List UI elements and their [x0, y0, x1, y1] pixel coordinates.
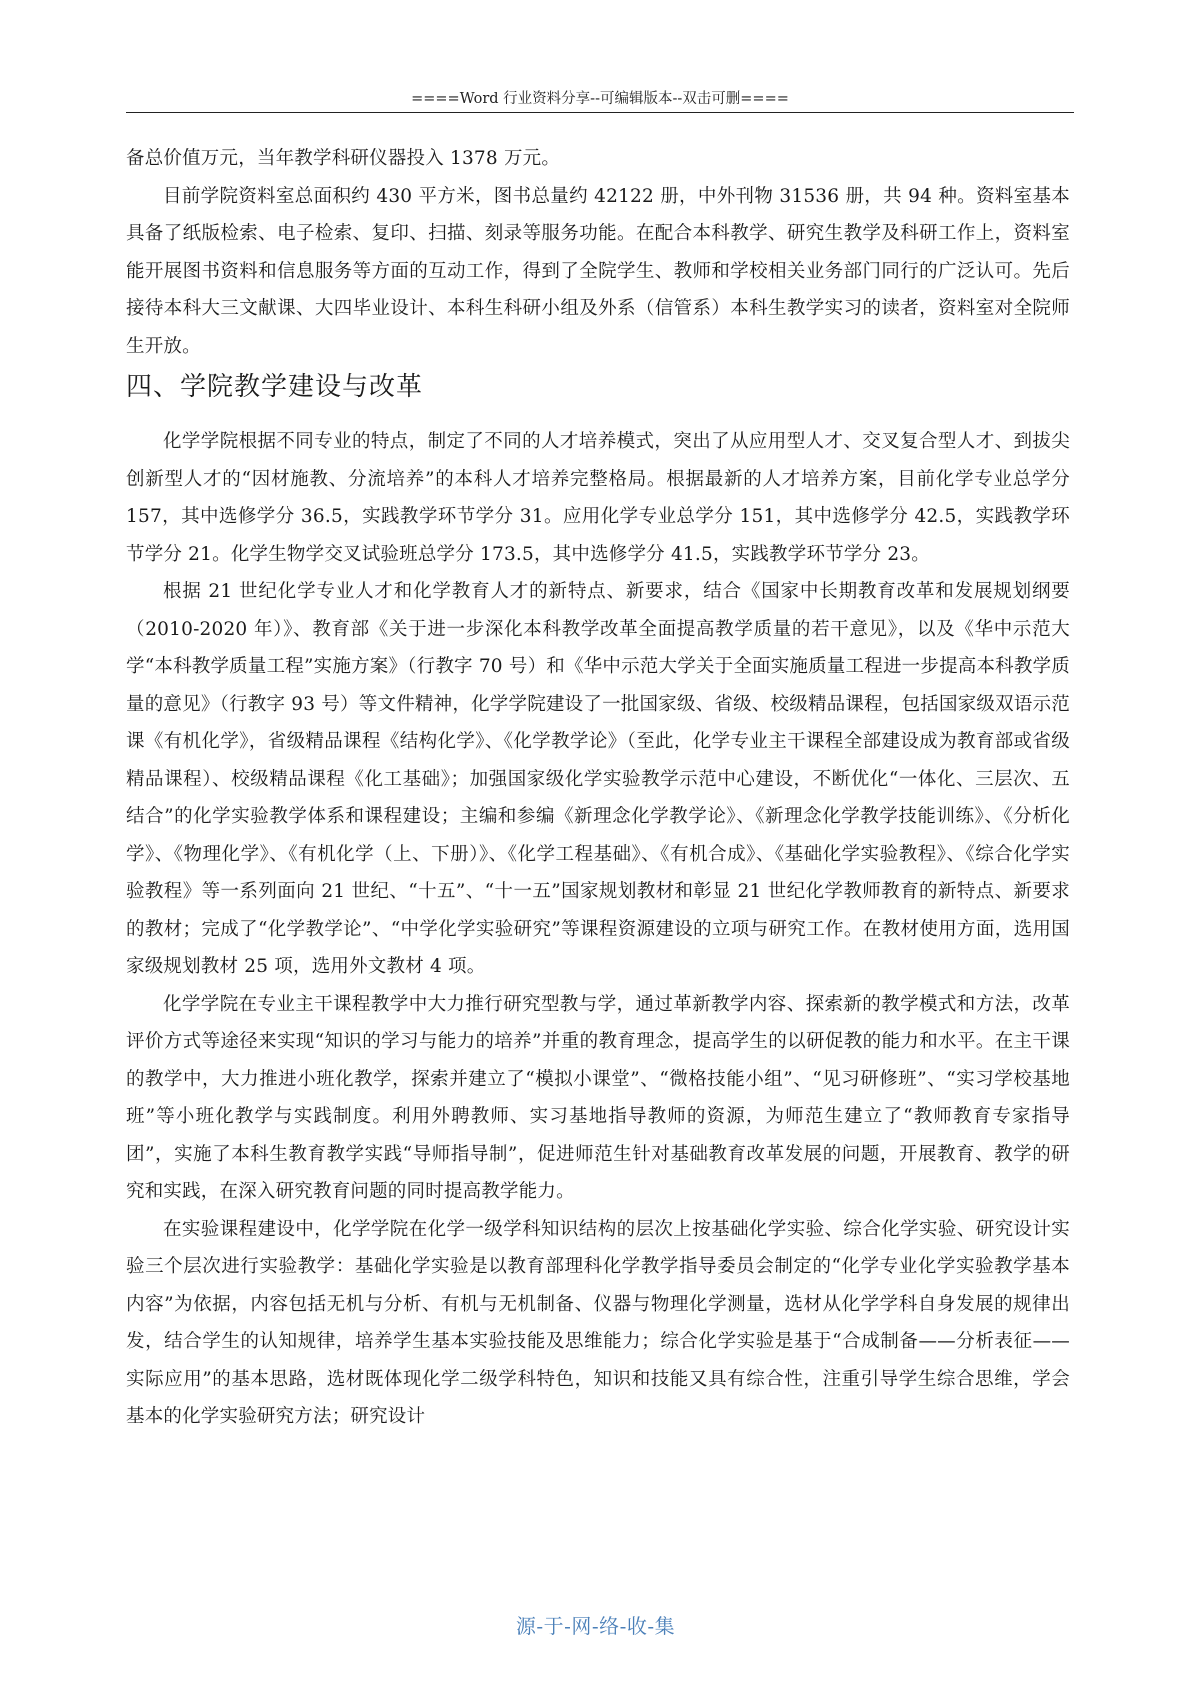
- paragraph-training-mode: 化学学院根据不同专业的特点，制定了不同的人才培养模式，突出了从应用型人才、交叉复合型人才、到拔尖创新型人才的“因材施教、分流培养”的本科人才培养完整格局。根据最新的人才培养方案，目前化学专业总学分 157，其中选修学分 36.5，实践教学环节学分 31。应用化学专业总学分 151，其中选修学分 42.5，实践教学环节学分 21。化学生物学交叉试验班总学分 173.5，其中选修学分 41.5，实践教学环节学分 23。: [126, 431, 1070, 565]
- paragraph-teaching-reform: 化学学院在专业主干课程教学中大力推行研究型教与学，通过革新教学内容、探索新的教学模式和方法，改革评价方式等途径来实现“知识的学习与能力的培养”并重的教育理念，提高学生的以研促教的能力和水平。在主干课的教学中，大力推进小班化教学，探索并建立了“模拟小课堂”、“微格技能小组”、“见习研修班”、“实习学校基地班”等小班化教学与实践制度。利用外聘教师、实习基地指导教师的资源，为师范生建立了“教师教育专家指导团”，实施了本科生教育教学实践“导师指导制”，促进师范生针对基础教育改革发展的问题，开展教育、教学的研究和实践，在深入研究教育问题的同时提高教学能力。: [126, 993, 1070, 1202]
- document-body: [126, 140, 1070, 1436]
- section-heading: 四、学院教学建设与改革: [126, 372, 424, 402]
- paragraph-continuation: 备总价值万元，当年教学科研仪器投入 1378 万元。: [126, 148, 561, 169]
- paragraph-library: 目前学院资料室总面积约 430 平方米，图书总量约 42122 册，中外刊物 31536 册，共 94 种。资料室基本具备了纸版检索、电子检索、复印、扫描、刻录等服务功能。在配合本科教学、研究生教学及科研工作上，资料室能开展图书资料和信息服务等方面的互动工作，得到了全院学生、教师和学校相关业务部门同行的广泛认可。先后接待本科大三文献课、大四毕业设计、本科生科研小组及外系（信管系）本科生教学实习的读者，资料室对全院师生开放。: [126, 185, 1070, 357]
- header-text: ====Word 行业资料分享--可编辑版本--双击可删====: [411, 91, 789, 107]
- page-footer: [0, 1610, 1191, 1639]
- footer-text: 源-于-网-络-收-集: [515, 1614, 676, 1638]
- page-header: [126, 86, 1074, 113]
- paragraph-course-building: 根据 21 世纪化学专业人才和化学教育人才的新特点、新要求，结合《国家中长期教育改革和发展规划纲要（2010-2020 年）》、教育部《关于进一步深化本科教学改革全面提高教学质量的若干意见》，以及《华中示范大学“本科教学质量工程”实施方案》（行教字 70 号）和《华中示范大学关于全面实施质量工程进一步提高本科教学质量的意见》（行教字 93 号）等文件精神，化学学院建设了一批国家级、省级、校级精品课程，包括国家级双语示范课《有机化学》，省级精品课程《结构化学》、《化学教学论》（至此，化学专业主干课程全部建设成为教育部或省级精品课程）、校级精品课程《化工基础》；加强国家级化学实验教学示范中心建设，不断优化“一体化、三层次、五结合”的化学实验教学体系和课程建设；主编和参编《新理念化学教学论》、《新理念化学教学技能训练》、《分析化学》、《物理化学》、《有机化学（上、下册）》、《化学工程基础》、《有机合成》、《基础化学实验教程》、《综合化学实验教程》等一系列面向 21 世纪、“十五”、“十一五”国家规划教材和彰显 21 世纪化学教师教育的新特点、新要求的教材；完成了“化学教学论”、“中学化学实验研究”等课程资源建设的立项与研究工作。在教材使用方面，选用国家级规划教材 25 项，选用外文教材 4 项。: [126, 581, 1070, 977]
- paragraph-lab-courses: 在实验课程建设中，化学学院在化学一级学科知识结构的层次上按基础化学实验、综合化学实验、研究设计实验三个层次进行实验教学：基础化学实验是以教育部理科化学教学指导委员会制定的“化学专业化学实验教学基本内容”为依据，内容包括无机与分析、有机与无机制备、仪器与物理化学测量，选材从化学学科自身发展的规律出发，结合学生的认知规律，培养学生基本实验技能及思维能力；综合化学实验是基于“合成制备——分析表征——实际应用”的基本思路，选材既体现化学二级学科特色，知识和技能又具有综合性，注重引导学生综合思维，学会基本的化学实验研究方法；研究设计: [126, 1218, 1070, 1427]
